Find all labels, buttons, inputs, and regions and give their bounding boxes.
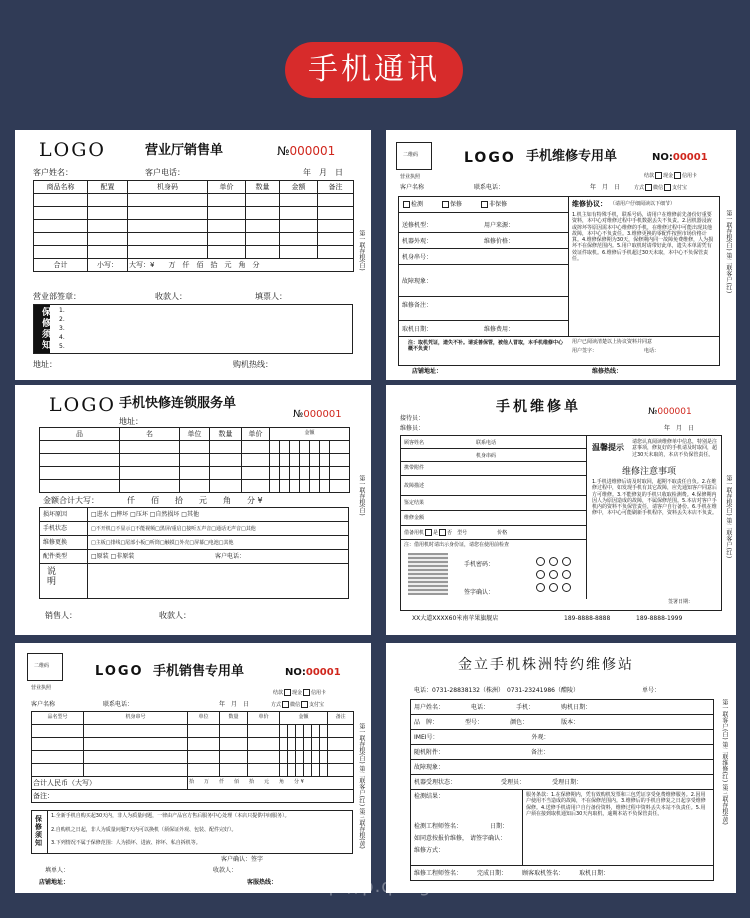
warranty-note: 4. <box>59 334 65 341</box>
fault-field: 故障现象： <box>402 278 433 285</box>
damage-cause-label: 损坏原因 <box>43 511 68 518</box>
sales-receipt-card <box>15 130 371 380</box>
appearance-field: 机器外观： <box>402 238 433 245</box>
credit-checkbox[interactable] <box>674 172 681 179</box>
item-table <box>39 427 350 493</box>
weixin-checkbox[interactable] <box>645 184 652 191</box>
table-row <box>40 454 350 467</box>
detect-checkbox[interactable] <box>403 201 410 208</box>
table-row <box>40 480 350 493</box>
customer-phone-label: 客户电话： <box>215 553 246 560</box>
repair-fee-field: 维修费用： <box>484 326 515 333</box>
total-label: 合计 <box>34 259 88 272</box>
warranty-note: 5. <box>59 343 65 350</box>
filler-label: 填单人： <box>45 867 70 874</box>
hotline-label: 维修热线： <box>592 368 623 375</box>
header-cell: 机身码 <box>128 181 208 194</box>
alipay-checkbox[interactable] <box>664 184 671 191</box>
header-cell: 数量 <box>220 712 248 725</box>
fault-row: 故障描述 <box>404 483 425 489</box>
date-label: 年 月 日 <box>664 425 695 432</box>
copy-side-label: 第一联存根(白) 第二联客户(红) <box>724 475 732 559</box>
check-date-label: 日期： <box>490 823 509 830</box>
row-accessory: 随机附件： 备注： <box>414 749 550 756</box>
explain-label: 说明 <box>47 567 57 588</box>
brand-badge: 温馨提示 <box>592 443 624 452</box>
contact-label: 联系电话： <box>474 184 505 191</box>
table-header-row <box>34 181 354 194</box>
form-number: №000001 <box>277 144 336 158</box>
row-imei: IMEI号： 外观： <box>414 734 550 741</box>
imei-field: 机身串号： <box>402 254 433 261</box>
engineer-sign-label: 检测工程师签名： <box>414 823 463 830</box>
warranty-note: 2. <box>59 316 65 323</box>
banner-title: 手机通讯 <box>285 42 463 98</box>
accessory-row: 携带附件 <box>404 465 425 471</box>
agree-repair-label: 如同意按报价维修， <box>414 835 469 842</box>
sum-row <box>32 777 354 790</box>
source-field: 用户来源： <box>484 222 515 229</box>
customer-confirm-label: 客户确认：签字 <box>221 856 264 863</box>
payment-options: 结款 现金 信用卡 <box>273 690 327 696</box>
backup-phone-row: 借备用机 是 否 型号 价格 <box>404 530 508 536</box>
form-number: №000001 <box>293 409 342 420</box>
header-cell: 数量 <box>210 428 242 441</box>
service-terms: 服务条款：1.在保修期内，凭有效购机发票和三包凭证享受免费维修服务。2.因用户使用不当造成的故障，不在保修范围内。3.维修后的手机自修复之日起享受维修保修。4.送修手机请用户自行备份资料，维修过程中资料丢失本站不负责任。5.用户须在接到取机通知后30天内取机，逾期本站不负保管责任。 <box>526 792 706 817</box>
user-phone-label: 电话： <box>644 348 660 354</box>
address-label: 店铺地址： <box>412 368 443 375</box>
pattern-lock <box>534 557 573 596</box>
sales-form-card <box>15 643 371 893</box>
table-row <box>32 738 354 751</box>
method-options: 方式 微信 支付宝 <box>271 702 325 708</box>
warranty-box <box>33 304 353 354</box>
form-title: 手机快修连锁服务单 <box>119 396 237 411</box>
method-options: 方式 微信 支付宝 <box>634 185 688 191</box>
copy-side-label: 第一联存根(白) <box>357 475 365 516</box>
header-cell: 金额 <box>280 712 328 725</box>
non-warranty-checkbox[interactable] <box>481 201 488 208</box>
part-type-options[interactable]: □原装 □非原装 <box>91 553 135 560</box>
table-row <box>32 764 354 777</box>
item-table <box>33 180 354 272</box>
table-row <box>32 751 354 764</box>
customer-label: 客户名称 <box>400 184 425 191</box>
weixin-checkbox[interactable] <box>282 701 289 708</box>
bottom-row: 维修工程师签名： 完成日期： 顾客取机签名： 取机日期： <box>414 870 610 877</box>
header-cell: 配置 <box>88 181 128 194</box>
contact-label: 联系电话： <box>103 701 134 708</box>
row-user: 用户姓名： 电话： 手机： 购机日期： <box>414 704 592 711</box>
qr-code <box>408 553 448 595</box>
warranty-checkbox[interactable] <box>442 201 449 208</box>
sum-label: 合计人民币（大写） <box>32 777 188 790</box>
header-cell: 单价 <box>248 712 280 725</box>
form-number: №000001 <box>648 407 692 417</box>
table-row <box>40 467 350 480</box>
sign-confirm-label: 签字确认： <box>464 589 495 596</box>
header-cell: 金额 <box>280 181 318 194</box>
customer-name-label: 客户姓名： <box>33 168 73 177</box>
license-label: 营业执照 <box>31 685 52 691</box>
total-row <box>34 259 354 272</box>
repair-ticket-card <box>386 385 736 635</box>
seller-label: 销售人： <box>45 611 77 620</box>
address-label: 地址： <box>33 360 57 369</box>
part-type-label: 配件类型 <box>43 553 68 560</box>
repairer-label: 维修员： <box>400 425 425 432</box>
cash-checkbox[interactable] <box>284 689 291 696</box>
damage-cause-options[interactable]: □进水 □摔坏 □压坏 □自然损坏 □其他 <box>91 511 199 518</box>
no-checkbox[interactable] <box>439 529 446 536</box>
customer-name-row: 顾客姓名 <box>404 440 425 446</box>
form-title: 手机维修专用单 <box>526 149 618 164</box>
contact-phone-row: 联系电话 <box>476 440 497 446</box>
header-cell: 单价 <box>208 181 246 194</box>
logo: LOGO <box>49 394 116 416</box>
payee-label: 收款人： <box>155 292 187 301</box>
warranty-note: 1. <box>59 307 65 314</box>
phone-status-label: 手机状态 <box>43 525 68 532</box>
repair-method-label: 维修方式： <box>414 847 445 854</box>
row-fault: 故障现象： <box>414 764 445 771</box>
table-header-row <box>40 428 350 441</box>
logo: LOGO <box>95 664 144 679</box>
watermark: http://p.q.o.g.com <box>300 876 480 897</box>
header-cell: 单位 <box>180 428 210 441</box>
footer-address: XX大道XXXX60米南苹果旗舰店 <box>412 615 499 622</box>
row-status: 机器受理状态： 受理员： 受理日期： <box>414 779 583 786</box>
single-no-label: 单号： <box>642 687 661 694</box>
warranty-notice-label: 保修须知 <box>35 815 42 848</box>
brand-text: 请您认真阅读维修单中信息，特别是注意事项，修复好的手机请及时取回，超过30天未取的，本店不负保管责任。 <box>632 439 718 458</box>
quick-repair-card <box>15 385 371 635</box>
form-title: 金立手机株洲特约维修站 <box>458 657 634 673</box>
footer-phone-1: 189-8888-8888 <box>564 615 611 622</box>
repair-form-card <box>386 130 736 380</box>
filler-label: 填票人： <box>255 292 287 301</box>
remark-field: 维修备注： <box>402 302 433 309</box>
service-station-card <box>386 643 736 893</box>
sign-date-label: 签署日期： <box>668 599 694 605</box>
sign-confirm-label: 请签字确认： <box>470 835 507 842</box>
phone-status-options[interactable]: □不开机□不显示□不能视频□黑屏/重启□接听五声音□通话无声音□其他 <box>91 526 256 532</box>
check-result-label: 检测结果： <box>414 793 445 800</box>
caution-text: 1.手机进维修后请及时取回，超期不取责任自负。2.在维修过程中，如发现手机有其它故障，应先通知客户同意后方可维修。3.不能修复的手机只收取检测费。4.保修期内因人为原因造成的故障，不属保修范围。5.本店对客户手机内的资料不负保管责任，请客户自行备份。6.手机在维修中，本中心可能刷新手机程序，资料丢失本店不负责。 <box>592 479 718 517</box>
big-amount-label: 大写：¥ 万 仟 佰 拾 元 角 分 <box>128 259 354 272</box>
header-cell: 备注 <box>318 181 354 194</box>
credit-checkbox[interactable] <box>303 689 310 696</box>
id-note: 注：借用机时请出示身份证，请您在使用前检查 <box>404 542 510 548</box>
header-cell: 单价 <box>242 428 270 441</box>
address-label: 地址： <box>119 417 143 426</box>
payment-options: 结款 现金 信用卡 <box>644 173 698 179</box>
customer-phone-label: 客户电话： <box>145 168 185 177</box>
model-field: 送修机型： <box>402 222 433 229</box>
date-label: 年 月 日 <box>590 184 621 191</box>
sign-label: 营业部签章： <box>33 292 81 301</box>
warranty-note: 2.自购机之日起，非人为质量问题7天内可以换机（须保证外观、包装、配件完好）。 <box>51 827 237 833</box>
date-label: 年 月 日 <box>303 168 343 177</box>
header-cell: 单位 <box>188 712 220 725</box>
table-row <box>34 194 354 207</box>
yes-checkbox[interactable] <box>425 529 432 536</box>
warranty-notice-label: 保修须知 <box>34 305 50 353</box>
cash-checkbox[interactable] <box>655 172 662 179</box>
footer-phone-2: 189-8888-1999 <box>636 615 683 622</box>
sum-label: 金额合计大写： <box>43 496 99 505</box>
copy-side-label: 第一联存根(白) 第二联客户(红) <box>724 210 732 294</box>
agreement-text: 1.机主如有特殊手机，联系号码，请用户在维修前先备份好重要资料，本中心对维修过程中手机数据丢失不负责。2.因机器浸液或摔坏等原因需本中心维修的手机，在维修过程中可能出现其他故障，本中心不负责任。3.维修更换的零配件按照市场价格计算。4.维修保修期为30天，保修期内同一故障免费维修，人为损坏不在保修范围内。5.用户取机时请带好此单，遗失本单需凭有效证件取机。6.维修后手机超过30天未取，本中心不负保管责任。 <box>572 212 714 262</box>
header-cell: 品 <box>40 428 120 441</box>
receiver-label: 接待员： <box>400 415 425 422</box>
header-cell: 数量 <box>246 181 280 194</box>
header-cell: 金额 <box>270 428 350 441</box>
qr-label: 二维码 <box>403 152 419 158</box>
sum-units: 仟 佰 拾 元 角 分 ¥ <box>127 496 263 505</box>
phone-line: 电话：0731-28838132（株洲） 0731-23241986（醴陵） <box>414 687 579 694</box>
table-row <box>34 220 354 233</box>
customer-label: 客户名称 <box>31 701 56 708</box>
qr-label: 二维码 <box>34 663 50 669</box>
imei-row: 机身串码 <box>476 453 497 459</box>
license-label: 营业执照 <box>400 174 421 180</box>
password-label: 手机密码： <box>464 561 495 568</box>
table-header-row <box>32 712 354 725</box>
sum-units: 拾 万 仟 佰 拾 元 角 分 ¥ <box>188 777 354 790</box>
payee-label: 收款人： <box>159 611 191 620</box>
header-cell: 商品名称 <box>34 181 88 194</box>
form-title: 手机维修单 <box>496 399 581 415</box>
warranty-note: 3.下列情况不属于保修范围：人为损坏、进液、摔坏、私自拆机等。 <box>51 840 201 846</box>
remark-row <box>32 790 354 803</box>
replace-parts-options[interactable]: □主板□排线□尾部小板□听筒□触摸□外壳□屏幕□电池□其他 <box>91 540 234 546</box>
replace-parts-label: 维修更换 <box>43 539 68 546</box>
table-row <box>32 725 354 738</box>
agreement-title: 维修协议： <box>572 200 607 208</box>
remark-label: 备注： <box>32 790 354 803</box>
agreement-subtitle: （请用户仔细阅读以下细节） <box>610 201 676 207</box>
form-title: 手机销售专用单 <box>153 664 245 679</box>
table-row <box>34 233 354 246</box>
hotline-label: 购机热线： <box>233 360 273 369</box>
item-table <box>31 711 354 803</box>
table-row <box>34 207 354 220</box>
payee-label: 收款人： <box>213 867 238 874</box>
alipay-checkbox[interactable] <box>301 701 308 708</box>
warranty-note: 1.全新手机自购买起30天内，非人为质量问题，一律由产品官方售后服务中心处理（本店只提供中间服务）。 <box>51 813 290 819</box>
price-field: 维修价格： <box>484 238 515 245</box>
pickup-note: 注：取机凭证，遗失不补。请妥善保管，被他人冒取，本手机维修中心概不负责！ <box>408 340 564 353</box>
copy-side-label: 第一联存根(白) 第二联客户(红) 第三联存根(黄) <box>357 723 365 849</box>
caution-title: 维修注意事项 <box>622 467 677 477</box>
form-number: NO:00001 <box>285 667 341 678</box>
date-label: 年 月 日 <box>219 701 250 708</box>
row-brand: 品 牌： 型号： 颜色： 版本： <box>414 719 580 726</box>
copy-side-label: 第一联存根(白) <box>357 230 365 271</box>
header-cell: 备注 <box>328 712 354 725</box>
check-options: 检测 保修 非保修 <box>402 201 507 209</box>
small-amount-label: 小写： <box>88 259 128 272</box>
form-number: NO:00001 <box>652 152 708 163</box>
hotline-label: 客服热线： <box>247 879 278 886</box>
user-sign-label: 用户签字： <box>572 348 598 354</box>
user-agree-note: 用户已阅读清楚以上协议资料并同意 <box>572 339 653 345</box>
header-cell: 名 <box>120 428 180 441</box>
amount-row: 维修金额 <box>404 515 425 521</box>
copy-side-label: 第一联客户(白) 第二联维修(红) 第三联存根(黄) <box>720 699 728 825</box>
address-label: 店铺地址： <box>39 879 70 886</box>
result-row: 鉴定结果 <box>404 500 425 506</box>
logo: LOGO <box>464 150 516 166</box>
take-date-field: 取机日期： <box>402 326 433 333</box>
header-cell: 机身串号 <box>84 712 188 725</box>
table-row <box>40 441 350 454</box>
table-row <box>34 246 354 259</box>
header-cell: 品名型号 <box>32 712 84 725</box>
warranty-note: 3. <box>59 325 65 332</box>
logo: LOGO <box>39 139 106 161</box>
form-title: 营业厅销售单 <box>145 143 224 158</box>
